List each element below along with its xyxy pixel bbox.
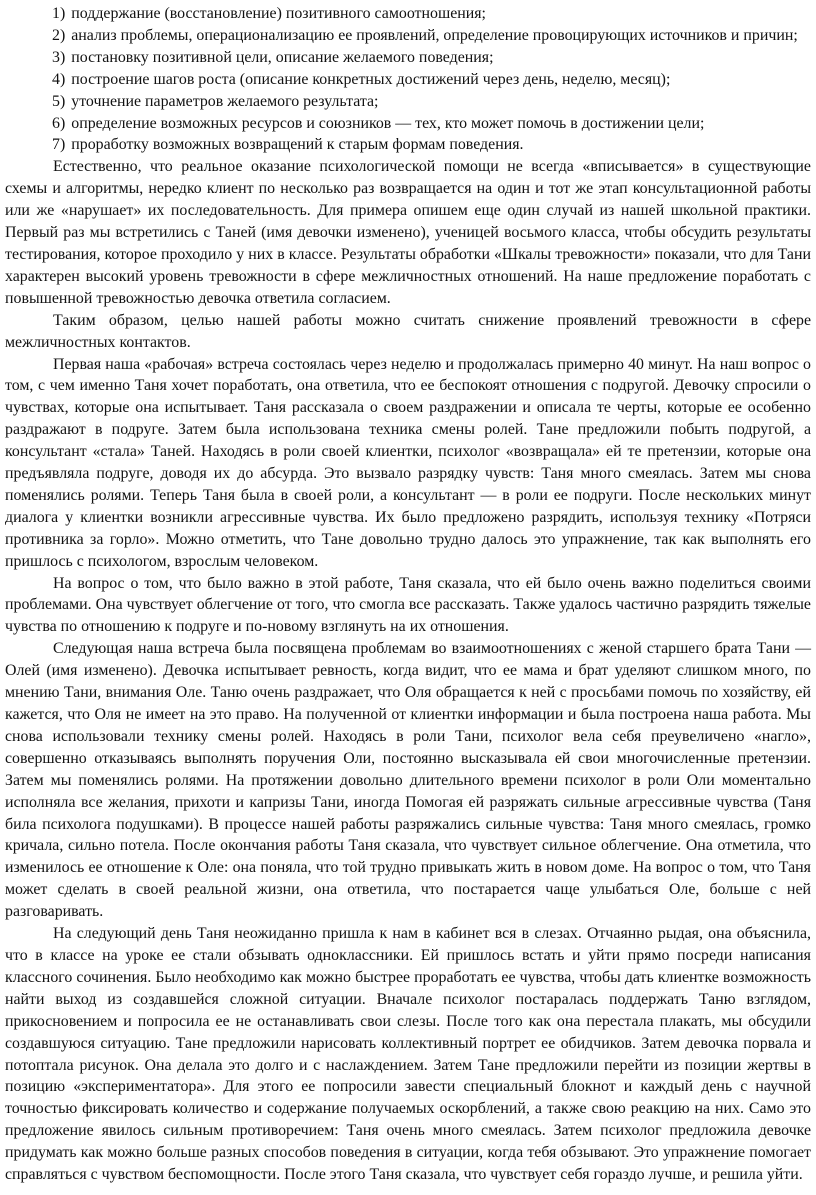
list-item — [5, 134, 811, 156]
list-item-text: определение возможных ресурсов и союзников — тех, кто может помочь в достижении цели; — [71, 114, 705, 132]
list-item — [5, 113, 811, 135]
list-item-text: постановку позитивной цели, описание желаемого поведения; — [71, 48, 494, 66]
list-item-text: поддержание (восстановление) позитивного самоотношения; — [71, 5, 486, 22]
list-item-text: проработку возможных возвращений к старым формам поведения. — [71, 136, 524, 154]
list-item-number: 6) — [52, 114, 66, 132]
paragraph: Первая наша «рабочая» встреча состоялась через неделю и продолжалась примерно 40 минут. На наш вопрос о том, с чем именно Таня хочет поработать, она ответила, что ее беспокоят отношения с подругой. Девочку спросили о чувствах, которые она испытывает. Таня рассказала о своем раздражении и описала те черты, которые ее особенно раздражают в подруге. Затем была использована техника смены ролей. Тане предложили побыть подругой, а консультант «стала» Таней. Находясь в роли своей клиентки, психолог «возвращала» ей те претензии, которые она предъявляла подруге, доводя их до абсурда. Это вызвало разрядку чувств: Таня много смеялась. Затем мы снова поменялись ролями. Теперь Таня была в своей роли, а консультант — в роли ее подруги. После нескольких минут диалога у клиентки возникли агрессивные чувства. Их было предложено разрядить, используя технику «Потряси противника за горло». Можно отметить, что Тане довольно трудно далось это упражнение, так как выполнять его пришлось с психологом, взрослым человеком. — [5, 355, 811, 570]
list-item — [5, 69, 811, 91]
list-item — [5, 91, 811, 113]
list-item-text: уточнение параметров желаемого результата; — [71, 92, 379, 110]
steps-list — [5, 3, 811, 156]
list-item — [5, 47, 811, 69]
paragraph: На вопрос о том, что было важно в этой работе, Таня сказала, что ей было очень важно поделиться своими проблемами. Она чувствует облегчение от того, что смогла все рассказать. Также удалось частично разрядить тяжелые чувства по отношению к подруге и по-новому взглянуть на их отношения. — [5, 574, 811, 636]
list-item-number: 4) — [52, 70, 66, 88]
list-item-number: 3) — [52, 48, 66, 66]
list-item — [5, 25, 811, 47]
paragraph: Таким образом, целью нашей работы можно считать снижение проявлений тревожности в сфере межличностных контактов. — [5, 311, 811, 351]
list-item-number: 5) — [52, 92, 66, 110]
list-item-number: 1) — [52, 5, 66, 22]
paragraph: На следующий день Таня неожиданно пришла к нам в кабинет вся в слезах. Отчаянно рыдая, она объяснила, что в классе на уроке ее стали обзывать одноклассники. Ей пришлось встать и уйти прямо посреди написания классного сочинения. Было необходимо как можно быстрее проработать ее чувства, чтобы дать клиентке возможность найти выход из создавшейся сложной ситуации. Вначале психолог постаралась поддержать Таню взглядом, прикосновением и попросила ее не останавливать свои слезы. После того как она перестала плакать, мы обсудили создавшуюся ситуацию. Тане предложили нарисовать коллективный портрет ее обидчиков. Затем девочка порвала и потоптала рисунок. Она делала это долго и с наслаждением. Затем Тане предложили перейти из позиции жертвы в позицию «экспериментатора». Для этого ее попросили завести специальный блокнот и каждый день с научной точностью фиксировать количество и содержание получаемых оскорблений, а также свою реакцию на них. Само это предложение явилось сильным противоречием: Таня очень много смеялась. Затем психолог предложила девочке придумать как можно больше разных способов поведения в ситуации, когда тебя обзывают. Это упражнение помогает справляться с чувством беспомощности. После этого Таня сказала, что чувствует себя гораздо лучше, и решила уйти. — [5, 925, 811, 1184]
list-item-number: 7) — [52, 136, 66, 154]
list-item-text: построение шагов роста (описание конкретных достижений через день, неделю, месяц); — [71, 70, 671, 88]
paragraph: Следующая наша встреча была посвящена проблемам во взаимоотношениях с женой старшего брата Тани — Олей (имя изменено). Девочка испытывает ревность, когда видит, что ее мама и брат уделяют слишком много, по мнению Тани, внимания Оле. Таню очень раздражает, что Оля обращается к ней с просьбами помочь по хозяйству, ей кажется, что Оля не имеет на это право. На полученной от клиентки информации и была построена наша работа. Мы снова использовали технику смены ролей. Находясь в роли Тани, психолог вела себя преувеличено «нагло», совершенно отказываясь выполнять поручения Оли, постоянно высказывала ей свои многочисленные претензии. Затем мы поменялись ролями. На протяжении довольно длительного времени психолог в роли Оли моментально исполняла все желания, прихоти и капризы Тани, иногда Помогая ей разряжать сильные агрессивные чувства (Таня била психолога подушками). В процессе нашей работы разряжались сильные чувства: Таня много смеялась, громко кричала, сильно потела. После окончания работы Таня сказала, что чувствует сильное облегчение. Она отметила, что изменилось ее отношение к Оле: она поняла, что той трудно привыкать жить в новом доме. На вопрос о том, что Таня может сделать в своей реальной жизни, она ответила, что постарается чаще улыбаться Оле, больше с ней разговаривать. — [5, 640, 811, 921]
paragraph: Естественно, что реальное оказание психологической помощи не всегда «вписывается» в существующие схемы и алгоритмы, нередко клиент по несколько раз возвращается на один и тот же этап консультационной работы или же «нарушает» их последовательность. Для примера опишем еще один случай из нашей школьной практики. Первый раз мы встретились с Таней (имя девочки изменено), ученицей восьмого класса, чтобы обсудить результаты тестирования, которое проходило у них в классе. Результаты обработки «Шкалы тревожности» показали, что для Тани характерен высокий уровень тревожности в сфере межличностных отношений. На наше предложение поработать с повышенной тревожностью девочка ответила согласием. — [5, 158, 811, 307]
list-item-number: 2) — [52, 26, 66, 44]
list-item-text: анализ проблемы, операционализацию ее проявлений, определение провоцирующих источников и причин; — [71, 26, 798, 44]
list-item — [5, 3, 811, 25]
